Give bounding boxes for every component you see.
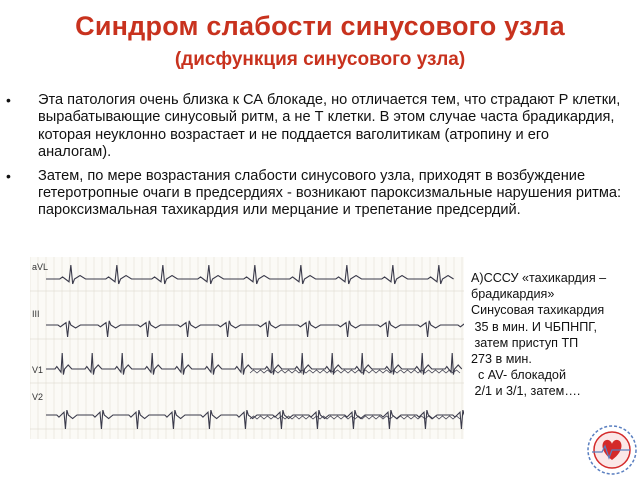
bullet-text: Затем, по мере возрастания слабости синусового узла, приходят в возбуждение гетеротропные очаги в предсердиях - возникают пароксизмальные нарушения ритма: пароксизмальная тахикардия или мерцание и трепетание предсердий. — [38, 167, 622, 219]
ecg-lead-label-v1: V1 — [32, 365, 44, 375]
ecg-flutter-wave-3 — [250, 370, 460, 373]
ecg-description — [471, 270, 639, 400]
bullet-item — [4, 168, 624, 220]
note-line: 35 в мин. И ЧБПНПГ, — [471, 319, 598, 334]
ecg-trace-1 — [46, 265, 454, 284]
note-line: 273 в мин. — [471, 352, 532, 367]
heart-logo-icon — [584, 422, 638, 478]
ecg-trace-4 — [46, 410, 464, 429]
note-line: Синусовая тахикардия — [471, 303, 605, 318]
note-line: с AV- блокадой — [471, 368, 566, 383]
ecg-traces — [46, 265, 464, 429]
ecg-flutter-wave-4 — [250, 416, 460, 419]
slide-subtitle: (дисфункция синусового узла) — [174, 49, 466, 70]
bullet-icon: • — [6, 167, 11, 184]
bullet-text: Эта патология очень близка к СА блокаде, но отличается тем, что страдают Р клетки, вырабатывающие синусовый ритм, а не Т клетки. В этом случае часта брадикардия, которая неуклонно возрастает и не поддается ваголитикам (атропину и его аналогам). — [38, 92, 621, 161]
note-line: брадикардия» — [471, 287, 555, 302]
note-line: затем приступ ТП — [471, 335, 579, 350]
bullet-icon: • — [6, 92, 11, 108]
slide-title: Синдром слабости синусового узла — [75, 11, 565, 41]
note-line: А)СССУ «тахикардия – — [471, 271, 607, 285]
ecg-lead-label-iii: III — [32, 309, 40, 319]
bullet-item — [4, 92, 624, 162]
ecg-strip-image — [30, 257, 464, 439]
note-line: 2/1 и 3/1, затем…. — [471, 384, 581, 399]
ecg-lead-label-avl: aVL — [32, 262, 49, 272]
ecg-lead-label-v2: V2 — [32, 392, 44, 402]
ecg-trace-2 — [46, 321, 464, 337]
bullet-list — [4, 92, 624, 226]
